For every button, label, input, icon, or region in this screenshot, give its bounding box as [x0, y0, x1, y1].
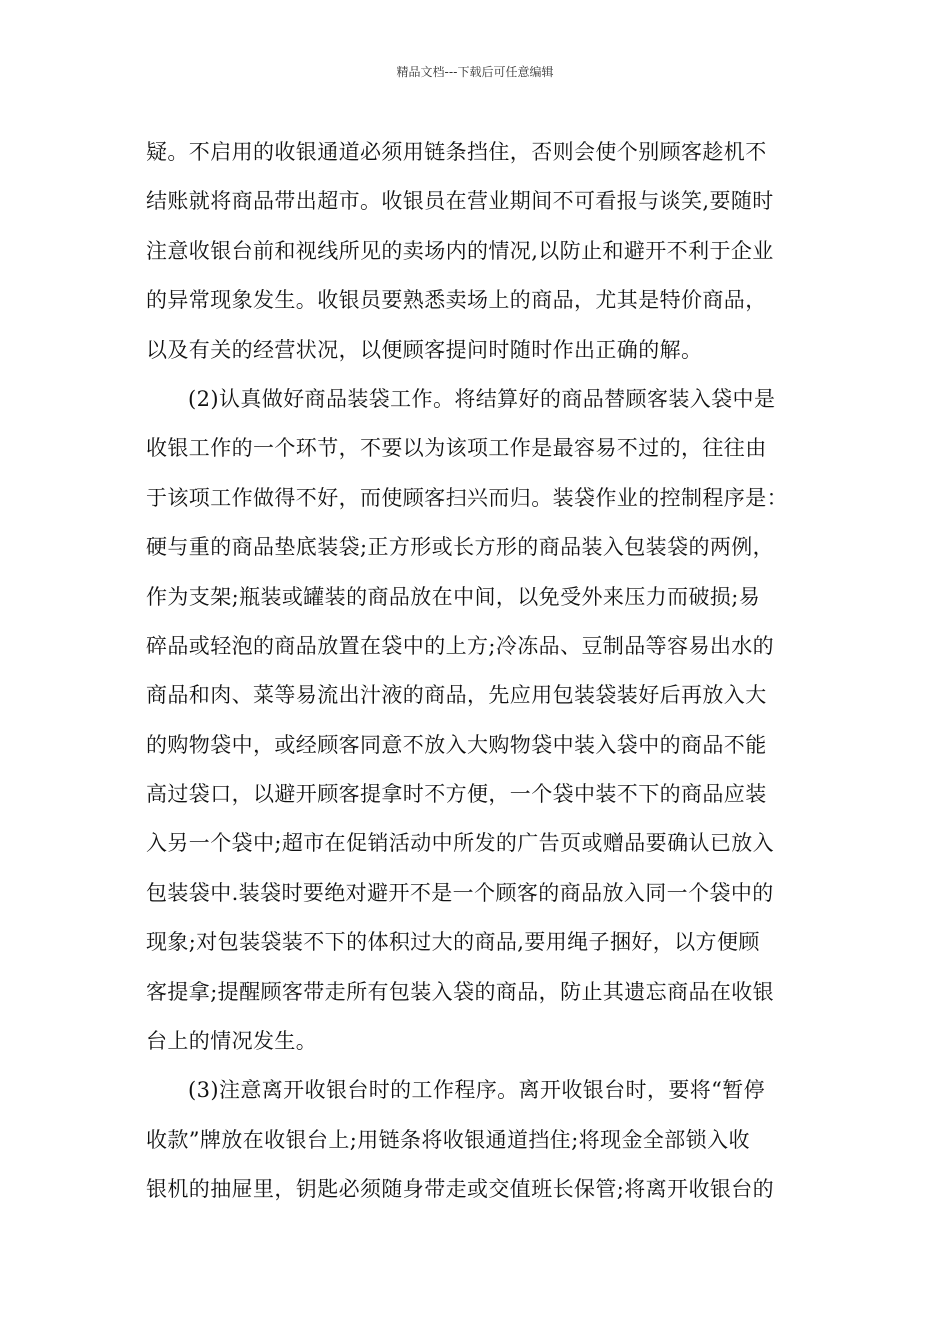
text-line: 客提拿;提醒顾客带走所有包装入袋的商品，防止其遗忘商品在收银: [146, 979, 775, 1004]
text-line: 高过袋口，以避开顾客提拿时不方便，一个袋中装不下的商品应装: [146, 782, 767, 807]
text-line: 以及有关的经营状况，以便顾客提问时随时作出正确的解。: [146, 337, 703, 362]
paragraph-start-line: (3)注意离开收银台时的工作程序。离开收银台时，要将“暂停: [188, 1078, 766, 1103]
text-line: 的购物袋中，或经顾客同意不放入大购物袋中装入袋中的商品不能: [146, 732, 767, 757]
page-header: 精品文档---下载后可任意编辑: [396, 65, 554, 79]
body-text: [146, 128, 818, 1215]
text-line: 收银工作的一个环节，不要以为该项工作是最容易不过的，往往由: [146, 436, 767, 461]
text-line: 包装袋中.装袋时要绝对避开不是一个顾客的商品放入同一个袋中的: [146, 880, 774, 905]
paragraph-start-line: (2)认真做好商品装袋工作。将结算好的商品替顾客装入袋中是: [188, 386, 776, 411]
text-line: 于该项工作做得不好，而使顾客扫兴而归。装袋作业的控制程序是：: [146, 485, 788, 510]
text-line: 台上的情况发生。: [146, 1029, 318, 1054]
text-line: 现象;对包装袋装不下的体积过大的商品,要用绳子捆好，以方便顾: [146, 930, 760, 955]
text-line: 商品和肉、菜等易流出汁液的商品，先应用包装袋装好后再放入大: [146, 683, 767, 708]
text-line: 银机的抽屉里，钥匙必须随身带走或交值班长保管;将离开收银台的: [146, 1177, 775, 1202]
text-line: 收款”牌放在收银台上;用链条将收银通道挡住;将现金全部锁入收: [146, 1127, 750, 1152]
text-line: 入另一个袋中;超市在促销活动中所发的广告页或赠品要确认已放入: [146, 831, 775, 856]
text-line: 碎品或轻泡的商品放置在袋中的上方;冷冻品、豆制品等容易出水的: [146, 633, 775, 658]
text-line: 硬与重的商品垫底装袋;正方形或长方形的商品装入包装袋的两例，: [146, 535, 775, 560]
text-line: 作为支架;瓶装或罐装的商品放在中间，以免受外来压力而破损;易: [146, 584, 761, 609]
text-line: 结账就将商品带出超市。收银员在营业期间不可看报与谈笑,要随时: [146, 189, 774, 214]
text-line: 疑。不启用的收银通道必须用链条挡住，否则会使个别顾客趁机不: [146, 140, 767, 164]
text-line: 注意收银台前和视线所见的卖场内的情况,以防止和避开不利于企业: [146, 238, 774, 263]
text-line: 的异常现象发生。收银员要熟悉卖场上的商品，尤其是特价商品，: [146, 288, 767, 313]
